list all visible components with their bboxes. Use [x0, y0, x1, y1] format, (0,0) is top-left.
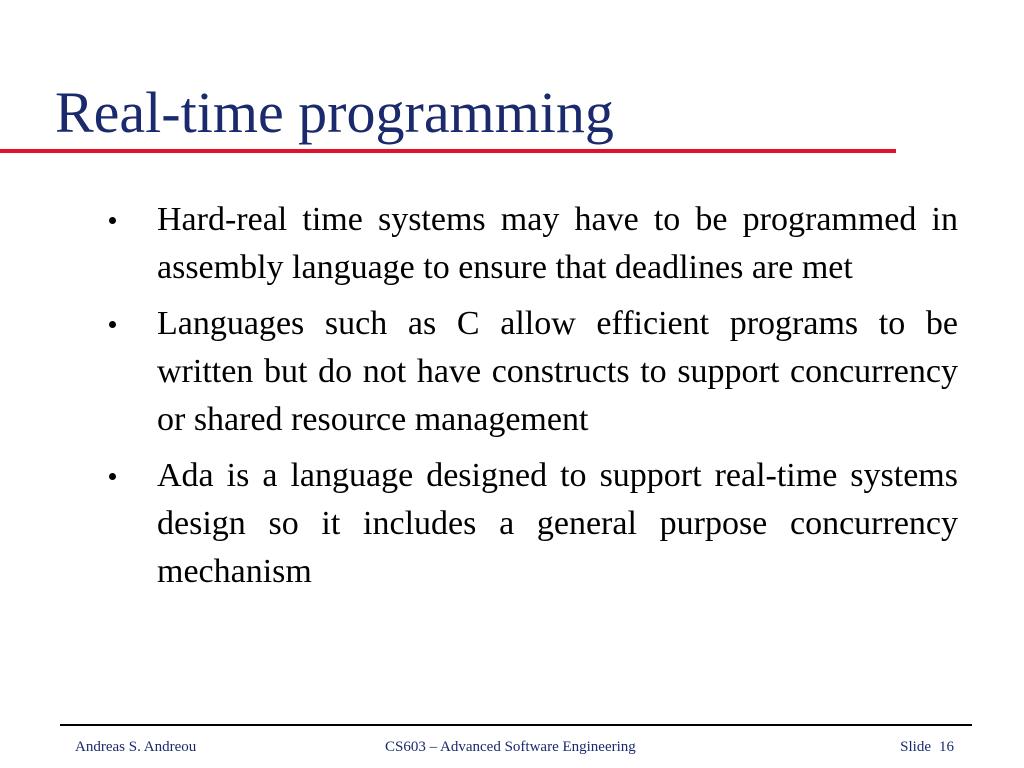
bullet-text: Ada is a language designed to support real-time systems design so it includes a general purpose concurrency mechanism	[157, 457, 958, 590]
footer-slide-label: Slide	[900, 739, 931, 755]
bullet-dot-icon	[109, 321, 116, 328]
bullet-dot-icon	[109, 473, 116, 480]
bullet-text: Hard-real time systems may have to be programmed in assembly language to ensure that deadlines are met	[157, 201, 958, 286]
bullet-item	[100, 300, 958, 444]
slide-title: Real-time programming	[55, 80, 614, 145]
footer-divider	[60, 724, 972, 726]
bullet-item	[100, 452, 958, 596]
footer-slide-number: 16	[939, 739, 954, 755]
bullet-item	[100, 196, 958, 292]
footer-slide-info	[900, 738, 954, 756]
footer-course: CS603 – Advanced Software Engineering	[385, 739, 636, 755]
bullet-dot-icon	[109, 217, 116, 224]
bullet-list	[100, 196, 958, 604]
bullet-text: Languages such as C allow efficient programs to be written but do not have constructs to support concurrency or shared resource management	[157, 305, 958, 438]
title-underline	[0, 149, 896, 153]
footer-author: Andreas S. Andreou	[75, 739, 197, 755]
